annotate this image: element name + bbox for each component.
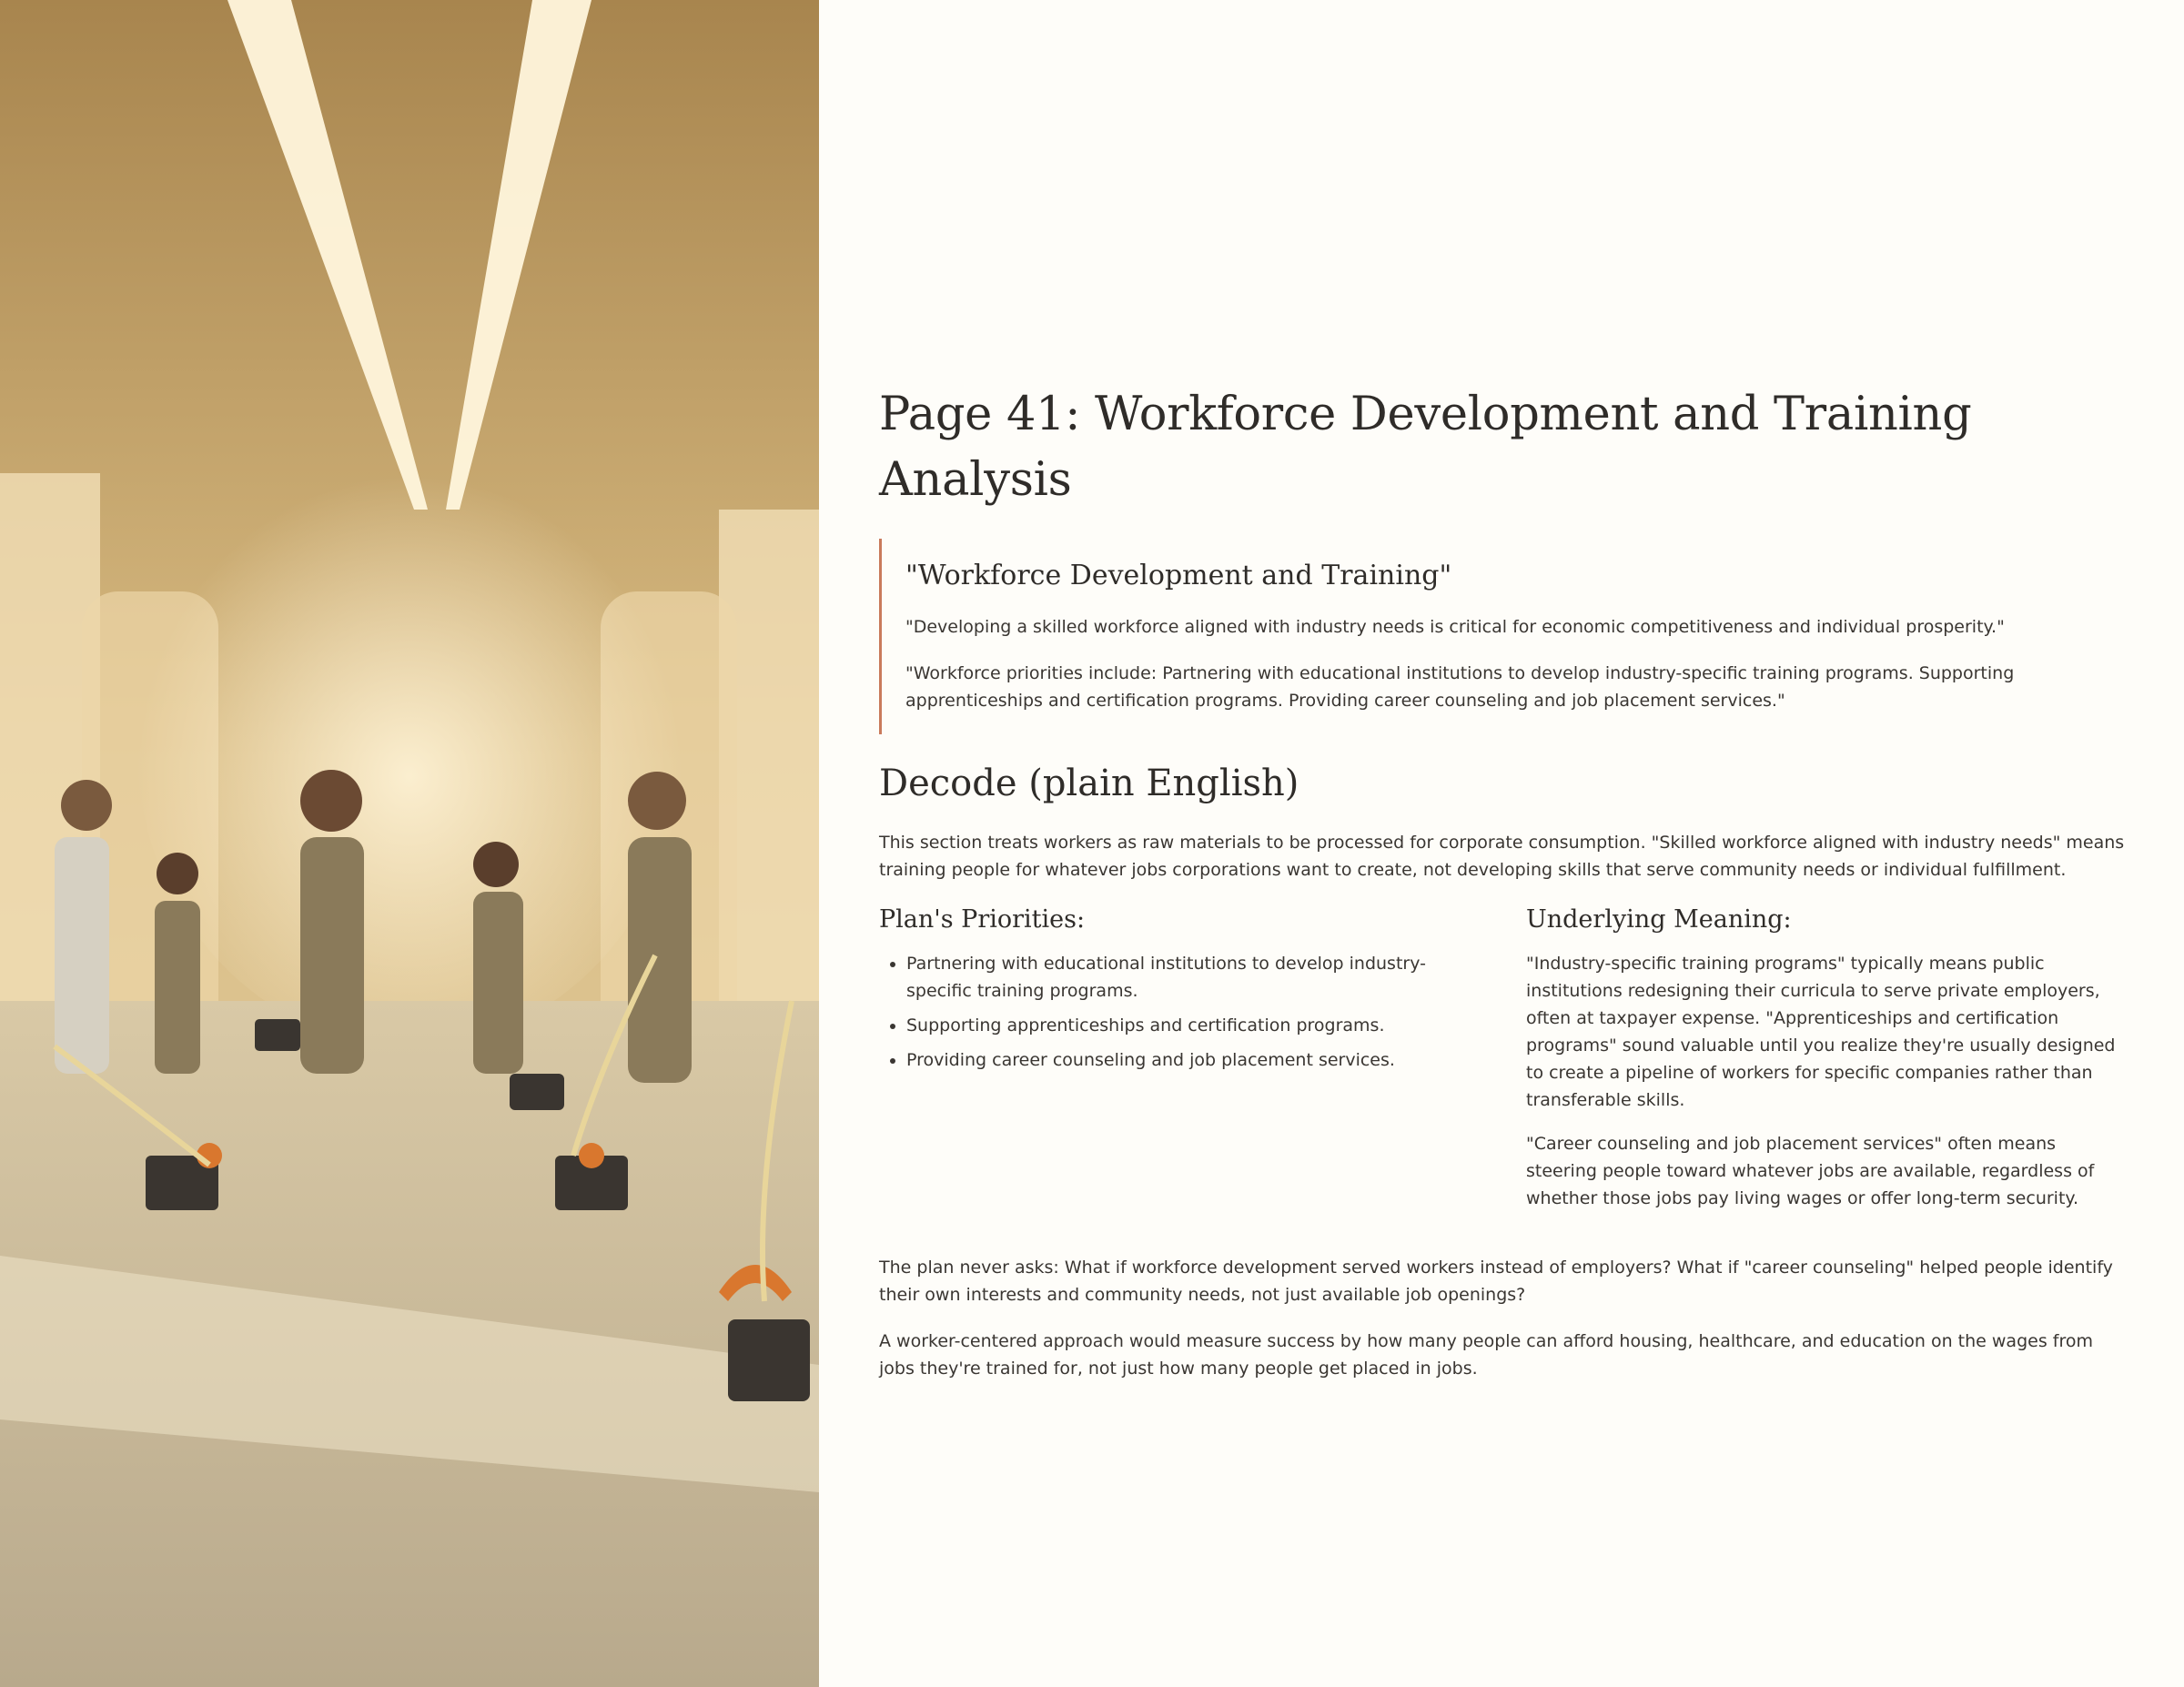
comparison-columns (879, 903, 2126, 1228)
priorities-list (879, 950, 1479, 1074)
decode-heading: Decode (plain English) (879, 763, 1299, 804)
priorities-column (879, 903, 1479, 1228)
quote-paragraph: "Workforce priorities include: Partnering with educational institutions to develop industry-specific training programs. Supporting apprenticeships and certification programs. Providing career counseling and job placement services." (905, 663, 2015, 711)
list-item: • Supporting apprenticeships and certification programs. (906, 1012, 1479, 1039)
hero-image (0, 0, 819, 1687)
quote-block (879, 539, 2126, 734)
decode-intro: This section treats workers as raw materials to be processed for corporate consumption. "Skilled workforce aligned with industry needs" means training people for whatever jobs corporations want to create, not developing skills that serve community needs or individual fulfillment. (879, 833, 2125, 880)
meaning-paragraph: "Career counseling and job placement services" often means steering people toward whatever jobs are available, regardless of whether those jobs pay living wages or offer long-term security. (1526, 1134, 2095, 1208)
meaning-column (1526, 903, 2126, 1228)
closing-paragraph: The plan never asks: What if workforce development served workers instead of employers? What if "career counseling" helped people identify their own interests and community needs, not just available job openings? (879, 1258, 2113, 1305)
page-title: Page 41: Workforce Development and Training Analysis (879, 388, 1972, 507)
meaning-paragraph: "Industry-specific training programs" typically means public institutions redesigning their curricula to serve private employers, often at taxpayer expense. "Apprenticeships and certification programs" sound valuable until you realize they're usually designed to create a pipeline of workers for specific companies rather than transferable skills. (1526, 954, 2116, 1110)
list-item: • Providing career counseling and job placement services. (906, 1046, 1479, 1074)
quote-heading: "Workforce Development and Training" (905, 560, 1452, 591)
closing-paragraph: A worker-centered approach would measure success by how many people can afford housing, healthcare, and education on the wages from jobs they're trained for, not just how many people get placed in jobs. (879, 1331, 2093, 1379)
main-content (879, 382, 2126, 1401)
list-item: • Partnering with educational institutions to develop industry-specific training programs. (906, 950, 1479, 1005)
workers-training-hall-illustration (0, 0, 819, 1687)
meaning-heading: Underlying Meaning: (1526, 905, 1792, 934)
quote-paragraph: "Developing a skilled workforce aligned with industry needs is critical for economic competitiveness and individual prosperity." (905, 617, 2005, 637)
priorities-heading: Plan's Priorities: (879, 905, 1086, 934)
